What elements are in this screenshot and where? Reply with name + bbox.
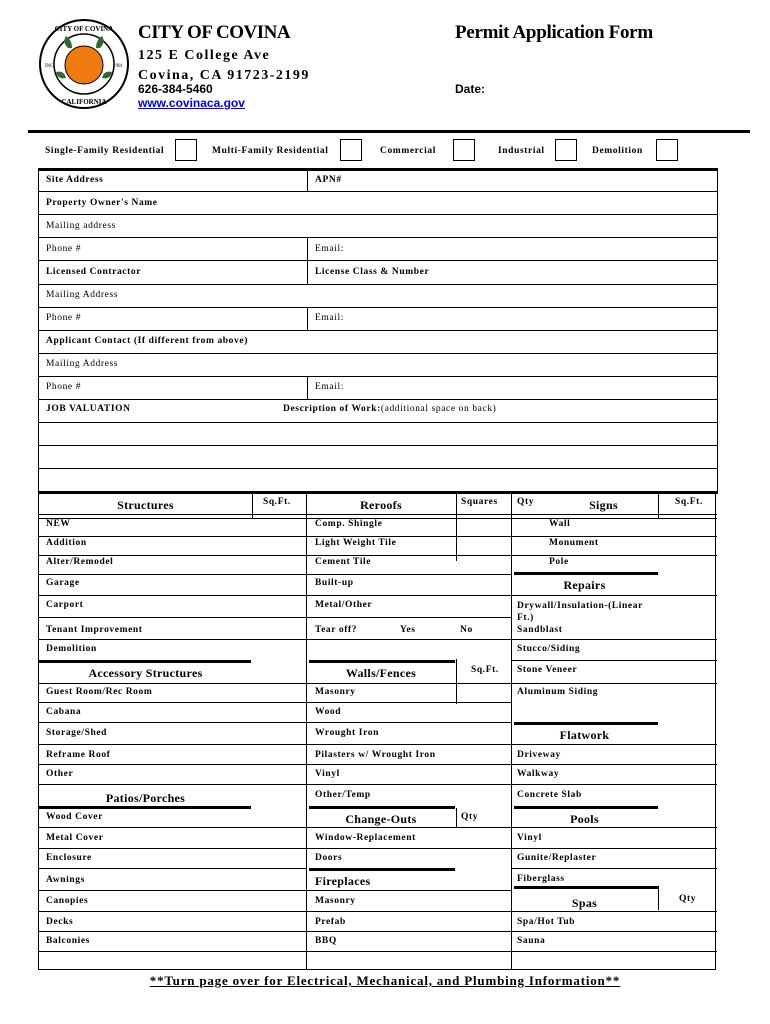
pools-header: Pools xyxy=(570,812,599,826)
structure-new[interactable]: NEW xyxy=(46,519,71,529)
structure-demolition[interactable]: Demolition xyxy=(46,644,97,654)
reroof-metal-other[interactable]: Metal/Other xyxy=(315,600,373,610)
signs-sqft-header: Sq.Ft. xyxy=(675,497,703,507)
city-name: CITY OF COVINA xyxy=(138,22,291,43)
sign-monument[interactable]: Monument xyxy=(549,538,599,548)
tear-off-no-option[interactable]: No xyxy=(460,625,473,635)
job-valuation-field[interactable]: JOB VALUATION xyxy=(46,404,131,414)
repair-aluminum-siding[interactable]: Aluminum Siding xyxy=(517,687,599,697)
patio-metal-cover[interactable]: Metal Cover xyxy=(46,833,104,843)
reroof-cement-tile[interactable]: Cement Tile xyxy=(315,557,372,567)
reroof-built-up[interactable]: Built-up xyxy=(315,578,354,588)
type-single-family-label: Single-Family Residential xyxy=(45,146,165,156)
contractor-phone-field[interactable]: Phone # xyxy=(46,313,82,323)
type-commercial-label: Commercial xyxy=(380,146,436,156)
svg-text:1901: 1901 xyxy=(113,64,123,69)
pool-gunite-replaster[interactable]: Gunite/Replaster xyxy=(517,853,597,863)
description-of-work-field[interactable] xyxy=(283,404,496,414)
spa-hot-tub[interactable]: Spa/Hot Tub xyxy=(517,917,576,927)
walls-fences-header: Walls/Fences xyxy=(345,666,417,680)
type-single-family-checkbox[interactable] xyxy=(175,139,197,161)
wall-wood[interactable]: Wood xyxy=(315,707,342,717)
owner-email-field[interactable]: Email: xyxy=(315,244,344,254)
applicant-mailing-field[interactable]: Mailing Address xyxy=(46,359,119,369)
apn-field[interactable]: APN# xyxy=(315,175,342,185)
accessory-other[interactable]: Other xyxy=(46,769,74,779)
repairs-header: Repairs xyxy=(563,578,606,592)
pool-vinyl[interactable]: Vinyl xyxy=(517,833,542,843)
fireplace-prefab[interactable]: Prefab xyxy=(315,917,346,927)
contractor-field[interactable]: Licensed Contractor xyxy=(46,267,142,277)
type-commercial-checkbox[interactable] xyxy=(453,139,475,161)
address-line-2: Covina, CA 91723-2199 xyxy=(138,68,310,83)
form-title: Permit Application Form xyxy=(455,22,653,43)
flatwork-walkway[interactable]: Walkway xyxy=(517,769,560,779)
reroof-comp-shingle[interactable]: Comp. Shingle xyxy=(315,519,383,529)
repair-sandblast[interactable]: Sandblast xyxy=(517,625,563,635)
type-demolition-checkbox[interactable] xyxy=(656,139,678,161)
repair-stone-veneer[interactable]: Stone Veneer xyxy=(517,665,578,675)
accessory-structures-header: Accessory Structures xyxy=(88,666,203,680)
sign-pole[interactable]: Pole xyxy=(549,557,569,567)
type-industrial-label: Industrial xyxy=(498,146,545,156)
work-categories-table xyxy=(38,494,716,970)
repair-stucco-siding[interactable]: Stucco/Siding xyxy=(517,644,581,654)
change-outs-qty-header: Qty xyxy=(461,812,479,822)
change-outs-header: Change-Outs xyxy=(345,812,417,826)
address-line-1: 125 E College Ave xyxy=(138,48,271,63)
footer-note: **Turn page over for Electrical, Mechanical, and Plumbing Information** xyxy=(149,973,621,988)
wall-other-temp[interactable]: Other/Temp xyxy=(315,790,371,800)
site-address-field[interactable]: Site Address xyxy=(46,175,104,185)
wall-vinyl[interactable]: Vinyl xyxy=(315,769,340,779)
type-multi-family-checkbox[interactable] xyxy=(340,139,362,161)
tear-off-label: Tear off? xyxy=(315,625,358,635)
date-label: Date: xyxy=(455,82,486,96)
patio-enclosure[interactable]: Enclosure xyxy=(46,853,92,863)
walls-sqft-header: Sq.Ft. xyxy=(471,665,499,675)
structures-header: Structures xyxy=(117,498,174,512)
structure-garage[interactable]: Garage xyxy=(46,578,80,588)
accessory-storage-shed[interactable]: Storage/Shed xyxy=(46,728,108,738)
owner-name-field[interactable]: Property Owner's Name xyxy=(46,198,158,208)
pool-fiberglass[interactable]: Fiberglass xyxy=(517,874,565,884)
accessory-guest-room[interactable]: Guest Room/Rec Room xyxy=(46,687,153,697)
reroofs-squares-header: Squares xyxy=(461,497,498,507)
patio-wood-cover[interactable]: Wood Cover xyxy=(46,812,103,822)
structure-carport[interactable]: Carport xyxy=(46,600,84,610)
contractor-email-field[interactable]: Email: xyxy=(315,313,344,323)
city-website-link[interactable]: www.covinaca.gov xyxy=(138,96,245,110)
svg-text:CALIFORNIA: CALIFORNIA xyxy=(61,98,107,106)
structure-alter-remodel[interactable]: Alter/Remodel xyxy=(46,557,114,567)
type-industrial-checkbox[interactable] xyxy=(555,139,577,161)
fireplaces-header: Fireplaces xyxy=(315,874,371,888)
patio-canopies[interactable]: Canopies xyxy=(46,896,89,906)
type-demolition-label: Demolition xyxy=(592,146,643,156)
applicant-phone-field[interactable]: Phone # xyxy=(46,382,82,392)
svg-text:INC: INC xyxy=(45,64,54,69)
description-note: (additional space on back) xyxy=(380,404,497,414)
info-grid xyxy=(38,168,718,494)
fireplace-bbq[interactable]: BBQ xyxy=(315,936,337,946)
sign-wall[interactable]: Wall xyxy=(549,519,571,529)
spas-qty-header: Qty xyxy=(679,894,697,904)
flatwork-driveway[interactable]: Driveway xyxy=(517,750,561,760)
reroofs-qty-header: Qty xyxy=(517,497,535,507)
wall-masonry[interactable]: Masonry xyxy=(315,687,356,697)
city-phone: 626-384-5460 xyxy=(138,82,213,96)
tear-off-yes-option[interactable]: Yes xyxy=(400,625,416,635)
repair-drywall-insulation[interactable]: Drywall/Insulation-(Linear Ft.) xyxy=(517,601,643,623)
changeout-window-replacement[interactable]: Window-Replacement xyxy=(315,833,416,843)
svg-text:CITY OF COVINA: CITY OF COVINA xyxy=(54,25,114,33)
header-divider xyxy=(28,130,750,133)
reroof-light-weight-tile[interactable]: Light Weight Tile xyxy=(315,538,397,548)
fireplace-masonry[interactable]: Masonry xyxy=(315,896,356,906)
description-label: Description of Work: xyxy=(283,404,381,414)
structure-addition[interactable]: Addition xyxy=(46,538,87,548)
patio-awnings[interactable]: Awnings xyxy=(46,875,85,885)
patios-porches-header: Patios/Porches xyxy=(105,791,186,805)
spas-header: Spas xyxy=(571,896,598,910)
owner-phone-field[interactable]: Phone # xyxy=(46,244,82,254)
accessory-cabana[interactable]: Cabana xyxy=(46,707,82,717)
type-multi-family-label: Multi-Family Residential xyxy=(212,146,329,156)
accessory-reframe-roof[interactable]: Reframe Roof xyxy=(46,750,111,760)
flatwork-concrete-slab[interactable]: Concrete Slab xyxy=(517,790,582,800)
wall-wrought-iron[interactable]: Wrought Iron xyxy=(315,728,379,738)
applicant-email-field[interactable]: Email: xyxy=(315,382,344,392)
changeout-doors[interactable]: Doors xyxy=(315,853,343,863)
license-class-field[interactable]: License Class & Number xyxy=(315,267,430,277)
owner-mailing-field[interactable]: Mailing address xyxy=(46,221,116,231)
structure-tenant-improvement[interactable]: Tenant Improvement xyxy=(46,625,143,635)
structures-sqft-header: Sq.Ft. xyxy=(263,497,291,507)
flatwork-header: Flatwork xyxy=(559,728,610,742)
wall-pilasters[interactable]: Pilasters w/ Wrought Iron xyxy=(315,750,436,760)
contractor-mailing-field[interactable]: Mailing Address xyxy=(46,290,119,300)
applicant-contact-field[interactable]: Applicant Contact (If different from above) xyxy=(46,336,248,346)
signs-header: Signs xyxy=(589,498,618,512)
city-seal-logo xyxy=(38,18,130,110)
spa-sauna[interactable]: Sauna xyxy=(517,936,546,946)
patio-decks[interactable]: Decks xyxy=(46,917,74,927)
patio-balconies[interactable]: Balconies xyxy=(46,936,90,946)
city-address xyxy=(138,46,310,86)
reroofs-header: Reroofs xyxy=(360,498,402,512)
